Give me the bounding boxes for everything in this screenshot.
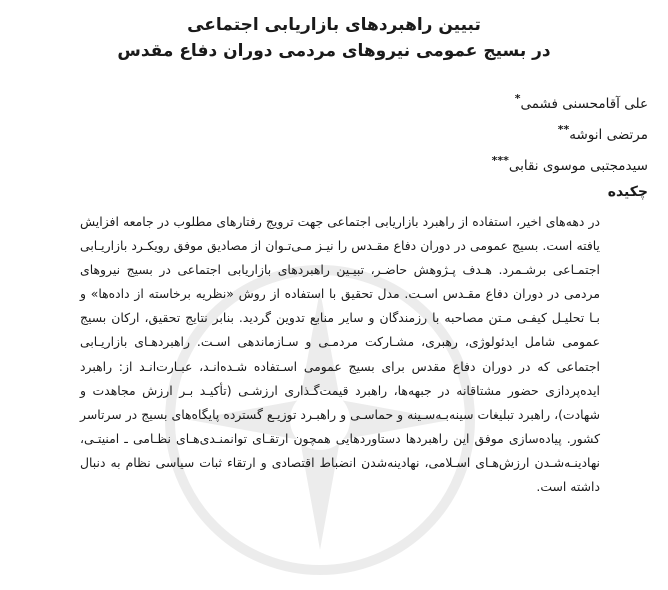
paper-title-line-2: در بسیج عمومی نیروهای مردمی دوران دفاع مقدس bbox=[117, 41, 551, 61]
paper-title-line-1: تبیین راهبردهای بازاریابی اجتماعی bbox=[187, 15, 481, 35]
author-list bbox=[492, 86, 648, 179]
author bbox=[492, 148, 648, 179]
author-name: مرتضی انوشه bbox=[569, 127, 648, 143]
author-name: سیدمجتبی موسوی نقابی bbox=[508, 158, 648, 174]
author bbox=[492, 117, 648, 148]
abstract-heading: چکیده bbox=[607, 184, 648, 200]
author-footnote-mark: *** bbox=[491, 154, 509, 167]
author-name: علی آقامحسنی فشمی bbox=[520, 96, 648, 112]
author bbox=[492, 86, 648, 117]
abstract-text: در دهه‌های اخیر، استفاده از راهبرد بازاریابی اجتماعی جهت ترویج رفتارهای مطلوب در جامعه افزایش یافته است. بسیج عمومی در دوران دفاع مقـدس را نیـز مـی‌تـوان از مصادیق موفق رویکـرد بازاریـابی اجتمـاعی برشـمرد. هـدف پـژوهش حاضـر، تبیـین راهبردهای بازاریابی اجتماعی در بسیج نیروهای مردمی در دوران دفاع مقـدس اسـت. مدل تحقیق با استفاده از روش «نظریه برخاسته از داده‌ها» و بـا تحلیـل کیفـی مـتن مصاحبه با رزمندگان و سایر منابع تدوین گردید. بنابر نتایج تحقیق، ارکان بسیج عمومی شامل ایدئولوژی، رهبری، مشـارکت مردمـی و سـازماندهی اسـت. راهبردهـای بازاریـابی اجتماعی که در دوران دفاع مقدس برای بسیج عمومی اسـتفاده شـده‌انـد، عبـارت‌انـد از: راهبرد ایده‌پردازی حضور مشتاقانه در جبهه‌ها، راهبرد قیمت‌گـذاری ارزشـی (تأکیـد بـر ارزش مجاهدت و شهادت)، راهبرد تبلیغات سینه‌بـه‌سـینه و حماسـی و راهبـرد توزیـع گسترده پایگاه‌های بسیج در سرتاسر کشور. پیاده‌سازی موفق این راهبردها دستاوردهایی همچون ارتقـای توانمنـدی‌هـای نظـامی ـ امنیتـی، نهادینـه‌شـدن ارزش‌هـای اسـلامی، نهادینه‌شدن انضباط اقتصادی و ارتقاء ثبات سیاسی نظام به دنبال داشته است. bbox=[80, 214, 600, 495]
author-footnote-mark: ** bbox=[557, 123, 570, 136]
author-footnote-mark: * bbox=[514, 92, 521, 105]
